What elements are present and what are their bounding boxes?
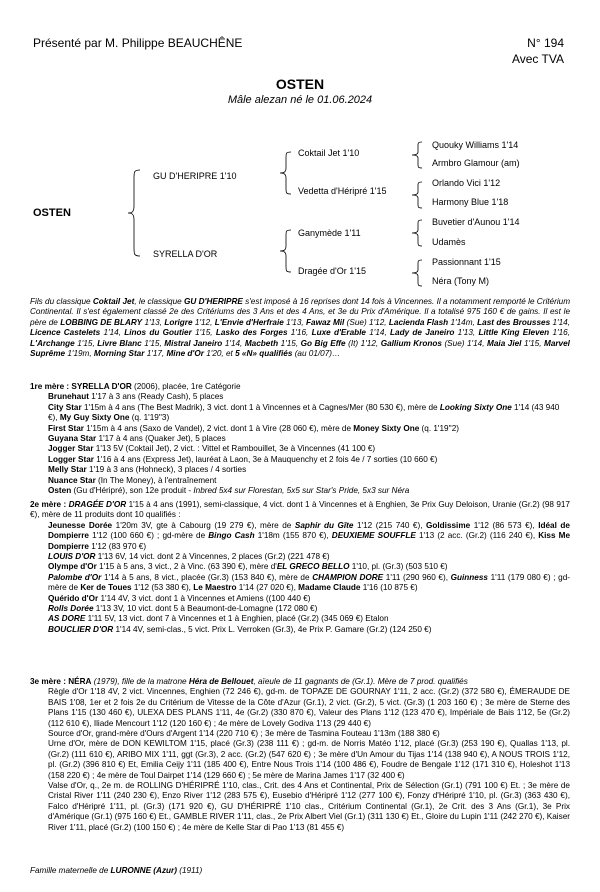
mother1-produce: Osten (Gu d'Héripré), son 12e produit - Inbred 5x4 sur Florestan, 5x5 sur Star's Pride, 5x3 sur Néra [48, 486, 410, 496]
mother3-heading: 3e mère : NÉRA (1979), fille de la matrone Héra de Bellouet, aïeule de 11 gagnants de (Gr.1). Mère de 7 prod. qualifiés [30, 677, 468, 686]
pedigree-g8: Néra (Tony M) [432, 276, 490, 286]
mother3-produce: Source d'Or, grand-mère d'Ours d'Argent 1'14 (220 710 €) ; 3e mère de Tasmina Fouteau 1'13m (188 380 €) [48, 729, 440, 739]
mother2-produce: BOUCLIER D'OR 1'14 4V, semi-clas., 5 vict. Prix L. Verroken (Gr.3), 4e Prix P. Gamare (Gr.2) (124 250 €) [48, 624, 432, 634]
mother2-produce: Palombe d'Or 1'14 à 5 ans, 8 vict., placée (Gr.3) (153 840 €), mère de CHAMPION DORE 1'11 (290 960 €), Guinness 1'11 (179 080 €) ; gd-mère de Ker de Toues 1'12 (53 380 €), Le Maestro 1'14 (27 020 €), Madame Claude 1'16 (10 875 €) [48, 572, 571, 593]
pedigree-sire-sire: Coktail Jet 1'10 [298, 148, 360, 158]
pedigree-dam-sire: Ganymède 1'11 [298, 228, 361, 238]
pedigree-g1: Quouky Williams 1'14 [432, 140, 519, 150]
mother2-produce: Rolls Dorée 1'13 3V, 10 vict. dont 5 à Beaumont-de-Lomagne (172 080 €) [48, 604, 318, 614]
pedigree-g6: Udamès [432, 237, 466, 247]
mother1-section [30, 382, 570, 496]
mother2-section [30, 500, 570, 635]
mother1-produce: Nuance Star (In The Money), à l'entraînement [48, 475, 217, 485]
mother2-produce: AS DORE 1'11 5V, 13 vict. dont 7 à Vincennes et 1 à Enghien, placé (Gr.2) (345 069 €) Etalon [48, 614, 389, 624]
mother3-produce: Règle d'Or 1'18 4V, 2 vict. Vincennes, Enghien (72 246 €), gd-m. de TOPAZE DE GOURNAY 1'11, 2 acc. (Gr.2) (372 580 €), ÉMERAUDE DE BAIS 1'08, 1er et 2 fois 2e du Critérium de Vitesse de la Côte d'Azur (Gr.1), 2 vict. (Gr.2), 5 vict. (Gr.3) (1 203 160 €) ; 3e mère de Sterne des Plans 1'15 (130 460 €), ULEXA DES PLANS 1'11, 4e (Gr.2) (330 870 €), Valeur des Plans 1'12 (123 470 €), Impériale de Bais 1'12, 5e (Gr.2) (112 610 €), Iliade Mencourt 1'12 (120 160 €) ; 4e mère de Lovely Godiva 1'13 (29 440 €) [48, 687, 570, 728]
pedigree-sire-dam: Vedetta d'Héripré 1'15 [298, 186, 387, 196]
mother2-produce: Olympe d'Or 1'15 à 5 ans, 3 vict., 2 à Vinc. (63 390 €), mère d'EL GRECO BELLO 1'10, pl. (Gr.3) (503 510 €) [48, 562, 448, 572]
pedigree-sire: GU D'HERIPRE 1'10 [153, 171, 237, 181]
mother1-produce: Melly Star 1'19 à 3 ans (Hohneck), 3 places / 4 sorties [48, 465, 247, 475]
pedigree-g2: Armbro Glamour (am) [432, 158, 520, 168]
brace-g2 [410, 180, 424, 210]
mother1-produce: Logger Star 1'16 à 4 ans (Express Jet), lauréat à Laon, 3e à Mauquenchy et 2 fois 4e / 7 sorties (10 660 €) [48, 454, 438, 464]
brace-sire [279, 150, 293, 196]
tax-status: Avec TVA [511, 52, 564, 66]
pedigree-g7: Passionnant 1'15 [432, 257, 501, 267]
pedigree-subject: OSTEN [33, 207, 71, 219]
mother1-produce: Jogger Star 1'13 5V (Coktail Jet), 2 vict. : Vittel et Rambouillet, 3e à Vincennes (41 100 €) [48, 444, 376, 454]
brace-g1 [410, 140, 424, 170]
mother3-produce: Valse d'Or, q., 2e m. de ROLLING D'HÉRIPRÉ 1'10, clas., Crit. des 4 Ans et Continental, Prix de Sélection (Gr.1) (791 100 €) Et. ; 3e mère de Cristal River 1'11 (240 230 €), Enzo River 1'12 (283 575 €), Eusebio d'Héripré 1'12 (277 100 €), Fonzy d'Héripré 1'10, pl. (Gr.3) (363 430 €), Falco d'Héripré 1'11, pl. (Gr.3) (171 920 €), GU D'HÉRIPRÉ 1'10 clas., Critérium Continental (Gr.1), 2e Crit. des 3 Ans (Gr.1), 3e Prix d'Amérique (Gr.1) (975 160 €) Et., GAMBLE RIVER 1'11, clas., 2e Prix Albert Viel (Gr.1) (311 130 €) Et., Gloire du Lupin 1'11 (242 270 €), Kaiser River 1'11, placé (Gr.2) (100 150 €) ; 4e mère de Kelle Star di Pao 1'13 (81 455 €) [48, 781, 570, 832]
mother1-produce: Brunehaut 1'17 à 3 ans (Ready Cash), 5 places [48, 392, 224, 402]
pedigree-dam: SYRELLA D'OR [153, 249, 218, 259]
pedigree-g5: Buvetier d'Aunou 1'14 [432, 217, 520, 227]
brace-subject [128, 168, 142, 258]
pedigree-dam-dam: Dragée d'Or 1'15 [298, 266, 366, 276]
mother2-heading: 2e mère : DRAGÉE D'OR 1'15 à 4 ans (1991), semi-classique, 4 vict. dont 1 à Vincennes et à Enghien, 3e Prix Guy Deloison, Uranie (Gr.2) (98 917 €), mère de 11 produits dont 10 qualifiés : [30, 500, 570, 520]
brace-g4 [410, 258, 424, 288]
brace-dam [279, 228, 293, 274]
mother3-section [30, 677, 570, 833]
mother1-produce: First Star 1'15m à 4 ans (Saxo de Vandel), 2 vict. dont 1 à Vire (28 060 €), mère de Money Sixty One (q. 1'19''2) [48, 423, 459, 433]
mother1-produce: Guyana Star 1'17 à 4 ans (Quaker Jet), 5 places [48, 434, 226, 444]
mother2-produce: Quérido d'Or 1'14 4V, 3 vict. dont 1 à Vincennes et Amiens ((100 440 €) [48, 593, 311, 603]
mother2-produce: LOUIS D'OR 1'13 6V, 14 vict. dont 2 à Vincennes, 2 places (Gr.2) (221 478 €) [48, 552, 330, 562]
presenter-line: Présenté par M. Philippe BEAUCHÊNE [33, 36, 243, 50]
horse-description: Mâle alezan né le 01.06.2024 [227, 94, 373, 106]
sire-paragraph: Fils du classique Coktail Jet, le classique GU D'HERIPRE s'est imposé à 16 reprises dont 14 fois à Vincennes. Il a notamment remporté le Critérium Continental. Il s'est également classé 2e des Critériums des 3 Ans et des 4 Ans, et 3e du Prix d'Amérique. Il a totalisé 975 160 € de gains. Il est le père de LOBBING DE BLARY 1'13, Lorigre 1'12, L'Envie d'Herfraie 1'13, Fawaz Mil (Sue) 1'12, Lacienda Flash 1'14m, Last des Brousses 1'14, Licence Castelets 1'14, Linos du Goutier 1'15, Lasko des Forges 1'16, Luxe d'Erable 1'14, Lady de Janeiro 1'13, Little King Eleven 1'16, L'Archange 1'15, Livre Blanc 1'15, Mistral Janeiro 1'14, Macbeth 1'15, Go Big Effe (It) 1'12, Gallium Kronos (Sue) 1'14, Maia Jiel 1'15, Marvel Suprême 1'19m, Morning Star 1'17, Mine d'Or 1'20, et 5 «N» qualifiés (au 01/07)… [30, 297, 571, 359]
brace-g3 [410, 218, 424, 248]
maternal-family: Famille maternelle de LURONNE (Azur) (1911) [30, 866, 203, 875]
mother1-heading: 1re mère : SYRELLA D'OR (2006), placée, 1re Catégorie [30, 382, 241, 391]
mother2-produce: Jeunesse Dorée 1'20m 3V, gte à Cabourg (19 279 €), mère de Saphir du Gîte 1'12 (215 740 €), Goldissime 1'12 (86 573 €), Idéal de Dompierre 1'12 (100 660 €) ; gd-mère de Bingo Cash 1'18m (155 870 €), DEUXIEME SOUFFLE 1'13 (2 acc. (Gr.2) (116 240 €), Kiss Me Dompierre 1'12 (83 970 €) [48, 520, 570, 551]
mother3-produce: Urne d'Or, mère de DON KEWILTOM 1'15, placé (Gr.3) (238 111 €) ; gd-m. de Norris Matéo 1'12, placé (Gr.3) (253 190 €), Quallas 1'13, pl. (Gr.2) (111 610 €), ARIBO MIX 1'11, ggt (Gr.3), 2 acc. (Gr.2) (547 620 €) ; 3e mère d'Un Amour du Tijas 1'14 (138 940 €), A NOUS TROIS 1'12, pl. (Gr.2) (396 810 €) Et, Emilia Ceijy 1'11 (185 400 €), Entre Nous Trois 1'14 (100 486 €), Foudre de Bengale 1'12 (171 310 €), Holeshot 1'13 (158 220 €) ; 4e mère de Toul Dairpet 1'14 (129 660 €) ; 5e mère de Marina James 1'17 (32 400 €) [48, 739, 570, 780]
pedigree-g4: Harmony Blue 1'18 [432, 197, 509, 207]
pedigree-g3: Orlando Vici 1'12 [432, 178, 501, 188]
horse-name-title: OSTEN [275, 76, 325, 92]
lot-number: N° 194 [527, 36, 564, 50]
mother1-produce: City Star 1'15m à 4 ans (The Best Madrik), 3 vict. dont 1 à Vincennes et à Cagnes/Mer (80 530 €), mère de Looking Sixty One 1'14 (43 940 €), My Guy Sixty One (q. 1'19''3) [48, 402, 560, 423]
